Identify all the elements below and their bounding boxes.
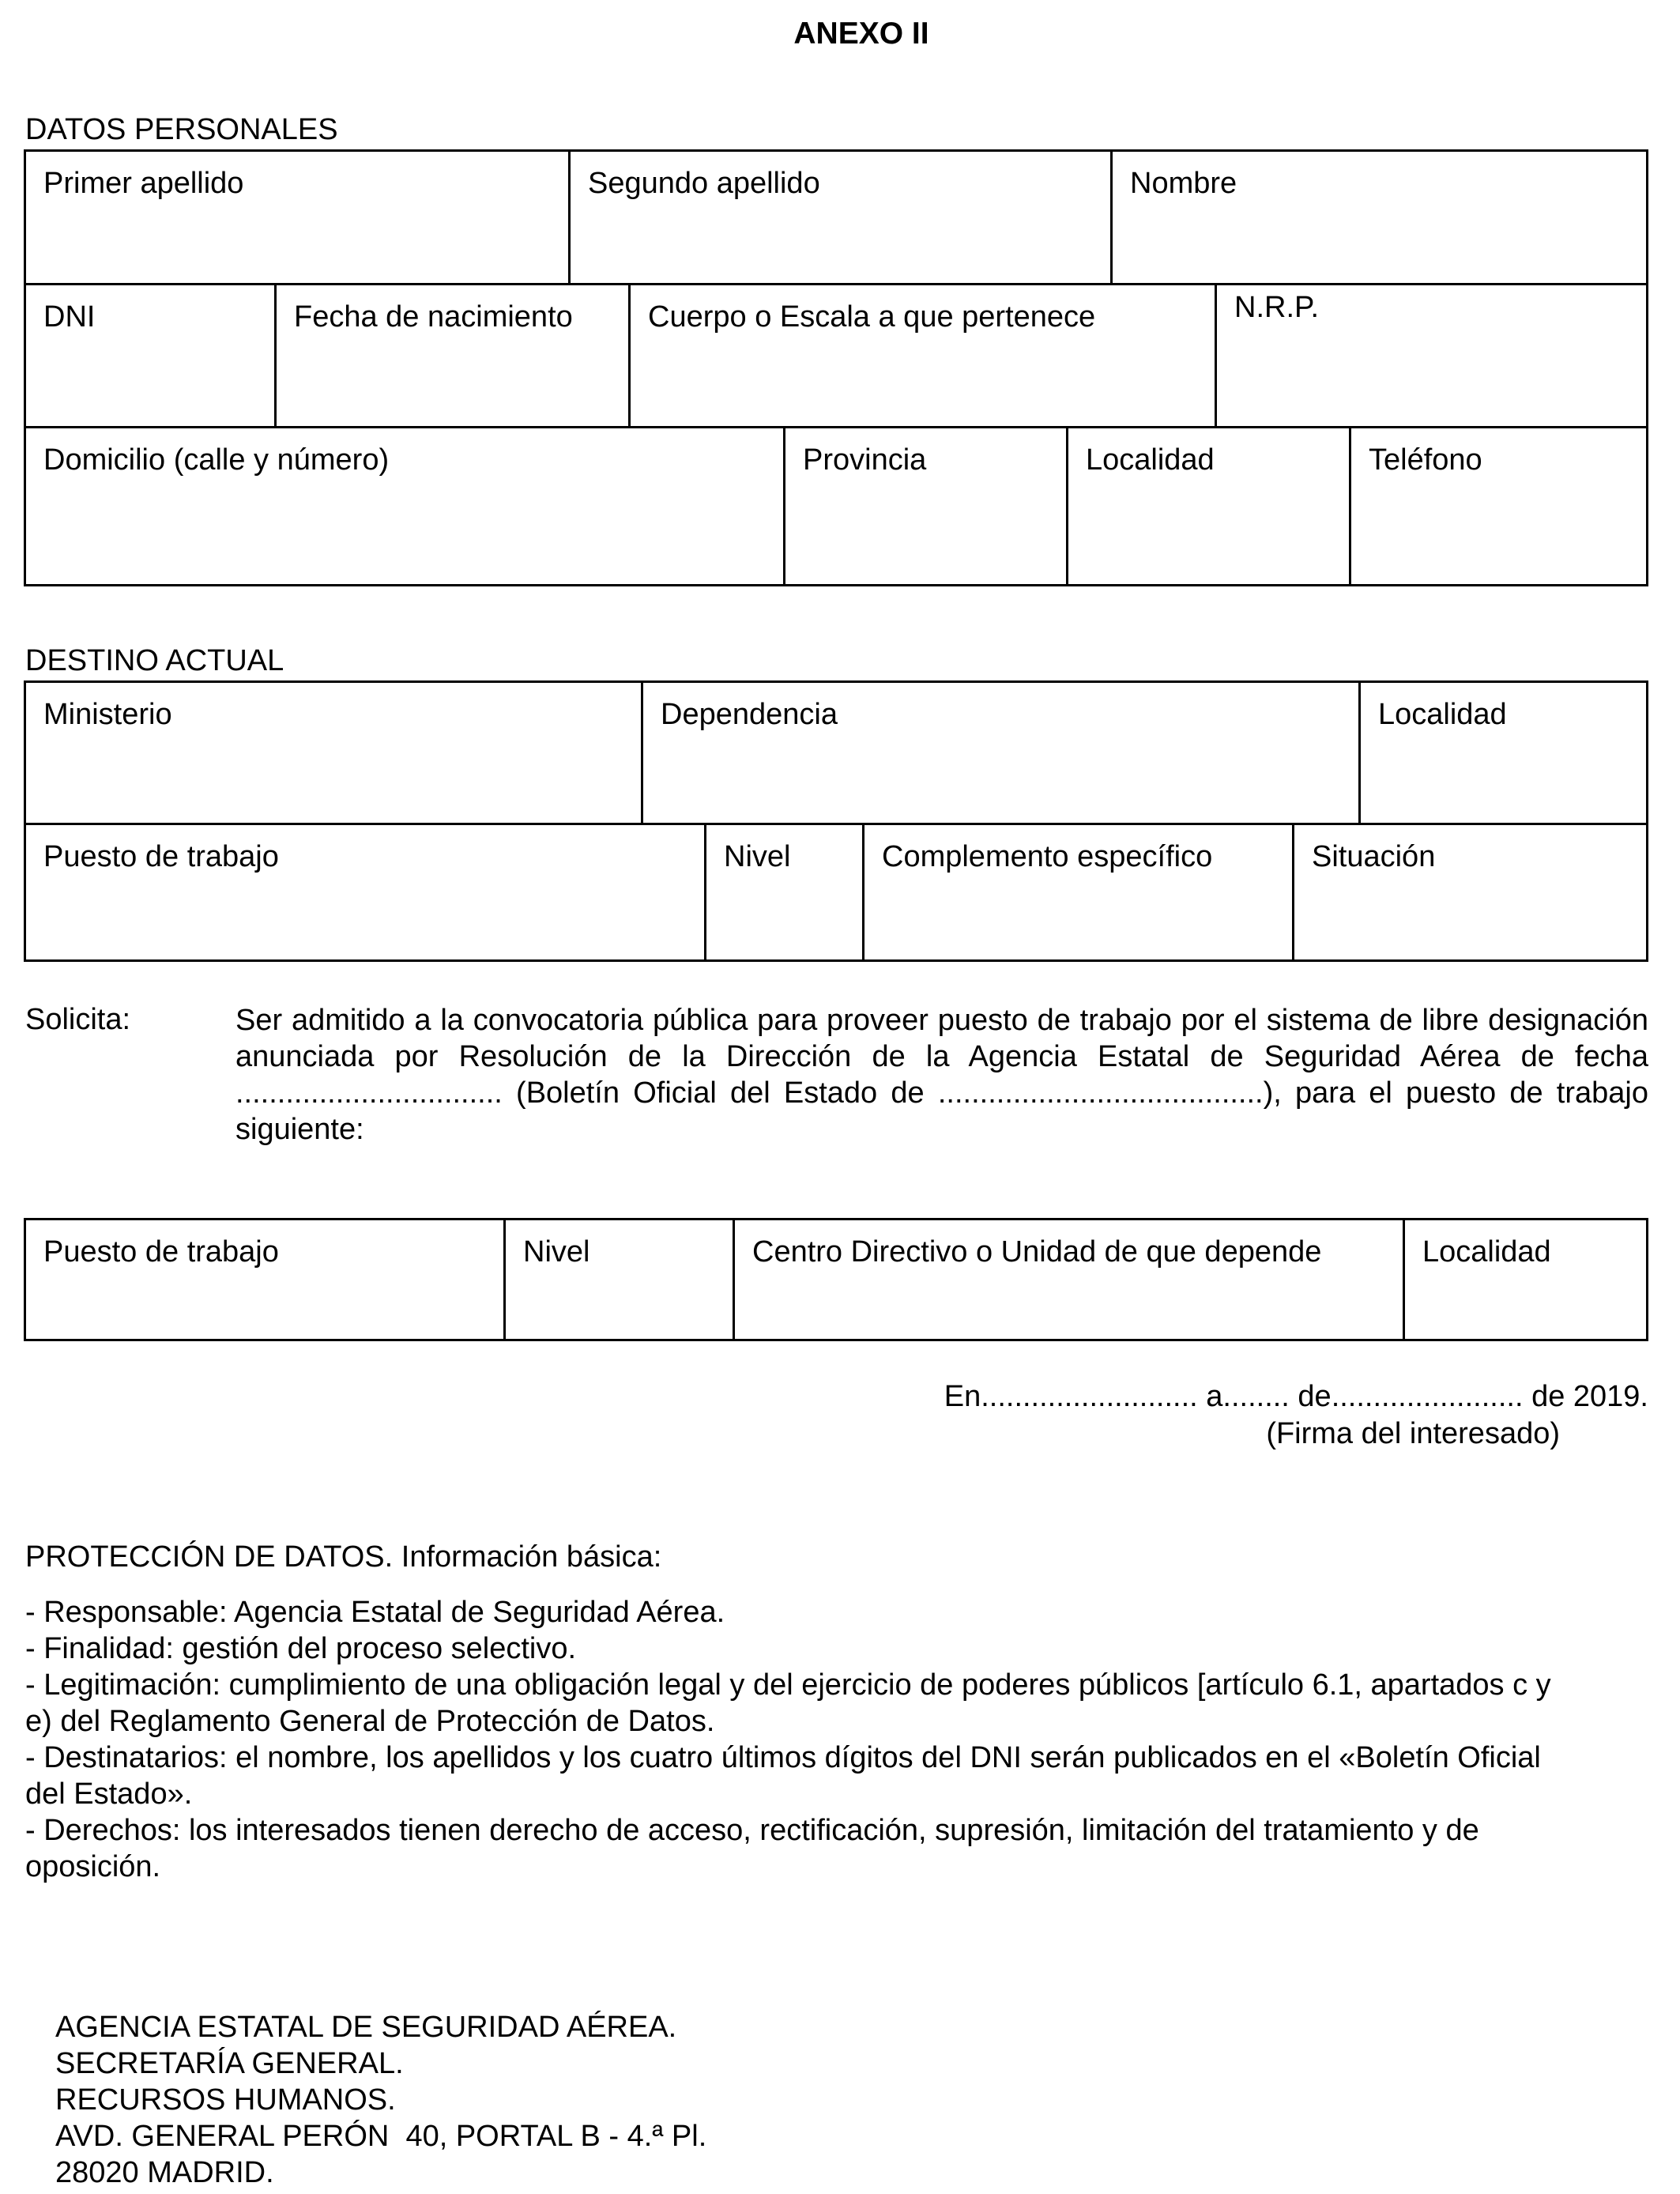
field-puesto-trabajo-solicitado[interactable]: Puesto de trabajo [43, 1235, 279, 1269]
puesto-solicitado-table [24, 1218, 1648, 1341]
data-protection-title: PROTECCIÓN DE DATOS. Información básica: [25, 1540, 662, 1574]
address-line: SECRETARÍA GENERAL. [55, 2047, 404, 2080]
table-row [24, 1218, 1648, 1341]
section-label-destino-actual: DESTINO ACTUAL [25, 644, 284, 677]
table-row [24, 149, 1648, 285]
address-line: AVD. GENERAL PERÓN 40, PORTAL B - 4.ª Pl. [55, 2120, 707, 2153]
table-row [24, 823, 1648, 962]
datos-personales-table [24, 149, 1648, 586]
list-item: - Derechos: los interesados tienen derecho de acceso, rectificación, supresión, limitación del tratamiento y de oposición. [25, 1814, 1479, 1883]
field-cuerpo-escala[interactable]: Cuerpo o Escala a que pertenece [628, 285, 1215, 426]
address-line: 28020 MADRID. [55, 2156, 274, 2189]
table-row [24, 426, 1648, 586]
field-dependencia[interactable]: Dependencia [641, 683, 1358, 823]
field-nivel-actual[interactable]: Nivel [704, 825, 862, 959]
recipient-address [55, 2009, 706, 2191]
table-row [24, 283, 1648, 428]
field-primer-apellido[interactable]: Primer apellido [43, 167, 244, 200]
field-complemento-especifico[interactable]: Complemento específico [862, 825, 1292, 959]
solicita-label: Solicita: [25, 1003, 131, 1036]
field-nivel-solicitado[interactable]: Nivel [503, 1220, 733, 1339]
field-situacion[interactable]: Situación [1292, 825, 1646, 959]
list-item: - Responsable: Agencia Estatal de Seguridad Aérea. [25, 1596, 725, 1629]
field-localidad-destino[interactable]: Localidad [1358, 683, 1646, 823]
field-nrp[interactable]: N.R.P. [1215, 285, 1646, 426]
page-title: ANEXO II [793, 17, 929, 51]
address-line: AGENCIA ESTATAL DE SEGURIDAD AÉREA. [55, 2011, 677, 2044]
field-dni[interactable]: DNI [43, 300, 96, 334]
destino-actual-table [24, 680, 1648, 962]
table-row [24, 680, 1648, 825]
field-centro-directivo[interactable]: Centro Directivo o Unidad de que depende [733, 1220, 1403, 1339]
list-item: - Legitimación: cumplimiento de una obligación legal y del ejercicio de poderes públicos [artículo 6.1, apartados c y e) del Reglamento General de Protección de Datos. [25, 1668, 1551, 1738]
list-item: - Destinatarios: el nombre, los apellidos y los cuatro últimos dígitos del DNI serán publicados en el «Boletín Oficial del Estado». [25, 1741, 1541, 1811]
place-date-line: En.......................... a........ de....................... de 2019. [944, 1380, 1648, 1413]
field-nombre[interactable]: Nombre [1110, 152, 1646, 283]
field-localidad-solicitada[interactable]: Localidad [1403, 1220, 1646, 1339]
section-label-datos-personales: DATOS PERSONALES [25, 113, 338, 146]
field-fecha-nacimiento[interactable]: Fecha de nacimiento [274, 285, 628, 426]
field-domicilio[interactable]: Domicilio (calle y número) [43, 443, 390, 477]
field-telefono[interactable]: Teléfono [1349, 428, 1646, 584]
data-protection-list [25, 1594, 1574, 1885]
field-puesto-trabajo-actual[interactable]: Puesto de trabajo [43, 840, 279, 873]
field-provincia[interactable]: Provincia [783, 428, 1066, 584]
field-ministerio[interactable]: Ministerio [43, 698, 172, 731]
list-item: - Finalidad: gestión del proceso selectivo. [25, 1632, 577, 1665]
field-segundo-apellido[interactable]: Segundo apellido [568, 152, 1110, 283]
solicita-text: Ser admitido a la convocatoria pública para proveer puesto de trabajo por el sistema de libre designación anunciada por Resolución de la Dirección de la Agencia Estatal de Seguridad Aérea de fecha ................................ (Boletín Oficial del Estado de .......................................), para el puesto de trabajo siguiente: [235, 1004, 1648, 1146]
field-localidad[interactable]: Localidad [1066, 428, 1349, 584]
signature-label: (Firma del interesado) [1266, 1417, 1560, 1450]
address-line: RECURSOS HUMANOS. [55, 2083, 396, 2117]
